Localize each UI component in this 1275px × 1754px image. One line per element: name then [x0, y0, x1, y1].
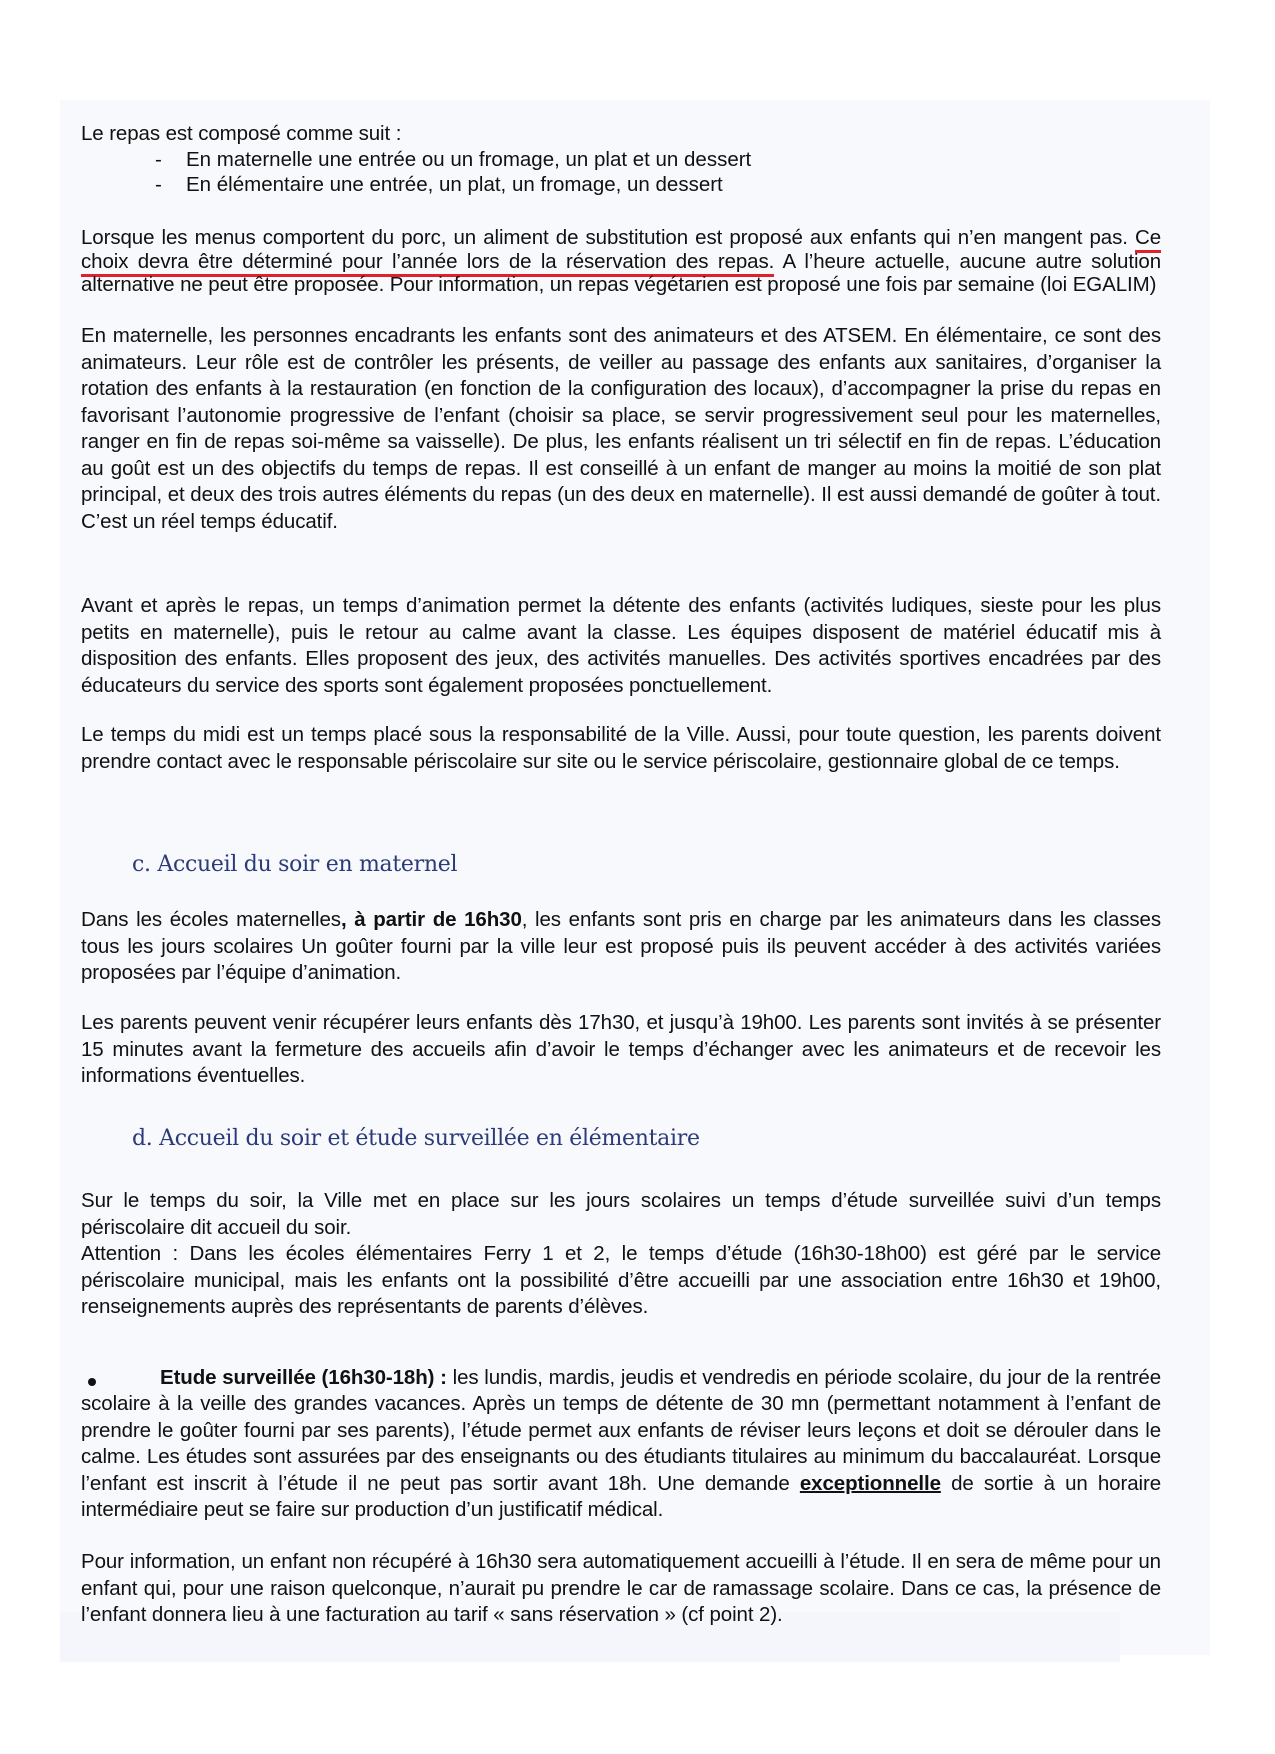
dash-marker: -	[155, 173, 162, 196]
text: les lundis, mardis, jeudis et vendredis en période scolaire, du jour de la rentrée scolaire à la veille des grandes vacances. Après un temps de détente de 30 mn (permettant notamment à l’enfant de prendre le goûter fourni par ses parents), l’étude permet aux enfants de réviser leurs leçons et doit se dérouler dans le calme. Les études sont assurées par des enseignants ou des étudiants titulaires au minimum du baccalauréat. Lorsque l’enfant est inscrit à l’étude il ne peut pas sortir avant 18h. Une demande	[81, 1366, 1162, 1495]
pork-text-before: Lorsque les menus comportent du porc, un aliment de substitution est proposé aux enfants qui n’en mangent pas.	[81, 226, 1135, 249]
text: Dans les écoles maternelles	[81, 908, 341, 931]
highlighted-underlined-sentence: Ce choix devra être déterminé pour l’année lors de la réservation des repas.	[81, 226, 1161, 277]
pork-substitution-paragraph	[81, 226, 1161, 297]
bold-time-text: , à partir de 16h30	[340, 908, 522, 931]
responsibility-paragraph: Le temps du midi est un temps placé sous la responsabilité de la Ville. Aussi, pour toute question, les parents doivent prendre contact avec le responsable périscolaire sur site ou le service périscolaire, gestionnaire global de ce temps.	[81, 723, 1161, 773]
information-paragraph: Pour information, un enfant non récupéré à 16h30 sera automatiquement accueilli à l’étude. Il en sera de même pour un enfant qui, pour une raison quelconque, n’aurait pu prendre le car de ramassage scolaire. Dans ce cas, la présence de l’enfant donnera lieu à une facturation au tarif « sans réservation » (cf point 2).	[81, 1550, 1161, 1626]
text: de sortie à un horaire intermédiaire peut se faire sur production d’un justificatif médical.	[81, 1471, 1161, 1522]
text: , les enfants sont pris en charge par les animateurs dans les classes tous les jours scolaires Un goûter fourni par la ville leur est proposé puis ils peuvent accéder à des activités variées proposées par l’équipe d’animation.	[81, 908, 1161, 984]
dash-marker: -	[155, 148, 162, 171]
bullet-title: Etude surveillée (16h30-18h) :	[160, 1366, 447, 1389]
section-heading-c: c. Accueil du soir en maternel	[132, 852, 458, 877]
emphasized-word: exceptionnelle	[799, 1471, 941, 1495]
attention-paragraph: Attention : Dans les écoles élémentaires Ferry 1 et 2, le temps d’étude (16h30-18h00) est géré par le service périscolaire municipal, mais les enfants ont la possibilité d’être accueilli par une association entre 16h30 et 19h00, renseignements auprès des représentants de parents d’élèves.	[81, 1242, 1161, 1318]
pickup-paragraph: Les parents peuvent venir récupérer leurs enfants dès 17h30, et jusqu’à 19h00. Les parents sont invités à se présenter 15 minutes avant la fermeture des accueils afin d’avoir le temps d’échanger avec les animateurs et de recevoir les informations éventuelles.	[81, 1011, 1161, 1087]
meal-intro: Le repas est composé comme suit :	[81, 122, 402, 145]
list-item-text: En élémentaire une entrée, un plat, un fromage, un dessert	[186, 173, 723, 196]
evening-maternelle-paragraph	[81, 907, 1161, 987]
pork-text-after: A l’heure actuelle, aucune autre solution alternative ne peut être proposée. Pour information, un repas végétarien est proposé une fois par semaine (loi EGALIM)	[81, 249, 1162, 296]
supervised-study-bullet	[81, 1365, 1161, 1523]
animation-paragraph: Avant et après le repas, un temps d’animation permet la détente des enfants (activités ludiques, sieste pour les plus petits en maternelle), puis le retour au calme avant la classe. Les équipes disposent de matériel éducatif mis à disposition des enfants. Elles proposent des jeux, des activités manuelles. Des activités sportives encadrées par des éducateurs du service des sports sont également proposées ponctuellement.	[81, 594, 1161, 697]
evening-elementaire-paragraph: Sur le temps du soir, la Ville met en place sur les jours scolaires un temps d’étude surveillée suivi d’un temps périscolaire dit accueil du soir.	[81, 1189, 1161, 1239]
list-item-text: En maternelle une entrée ou un fromage, un plat et un dessert	[186, 148, 752, 171]
section-heading-d: d. Accueil du soir et étude surveillée en élémentaire	[132, 1126, 700, 1151]
supervision-paragraph: En maternelle, les personnes encadrants les enfants sont des animateurs et des ATSEM. En élémentaire, ce sont des animateurs. Leur rôle est de contrôler les présents, de veiller au passage des enfants aux sanitaires, d’organiser la rotation des enfants à la restauration (en fonction de la configuration des locaux), d’accompagner la prise du repas en favorisant l’autonomie progressive de l’enfant (choisir sa place, se servir progressivement seul pour les maternelles, ranger en fin de repas soi-même sa vaisselle). De plus, les enfants réalisent un tri sélectif en fin de repas. L’éducation au goût est un des objectifs du temps de repas. Il est conseillé à un enfant de manger au moins la moitié de son plat principal, et deux des trois autres éléments du repas (un des deux en maternelle). Il est aussi demandé de goûter à tout. C’est un réel temps éducatif.	[81, 324, 1161, 533]
